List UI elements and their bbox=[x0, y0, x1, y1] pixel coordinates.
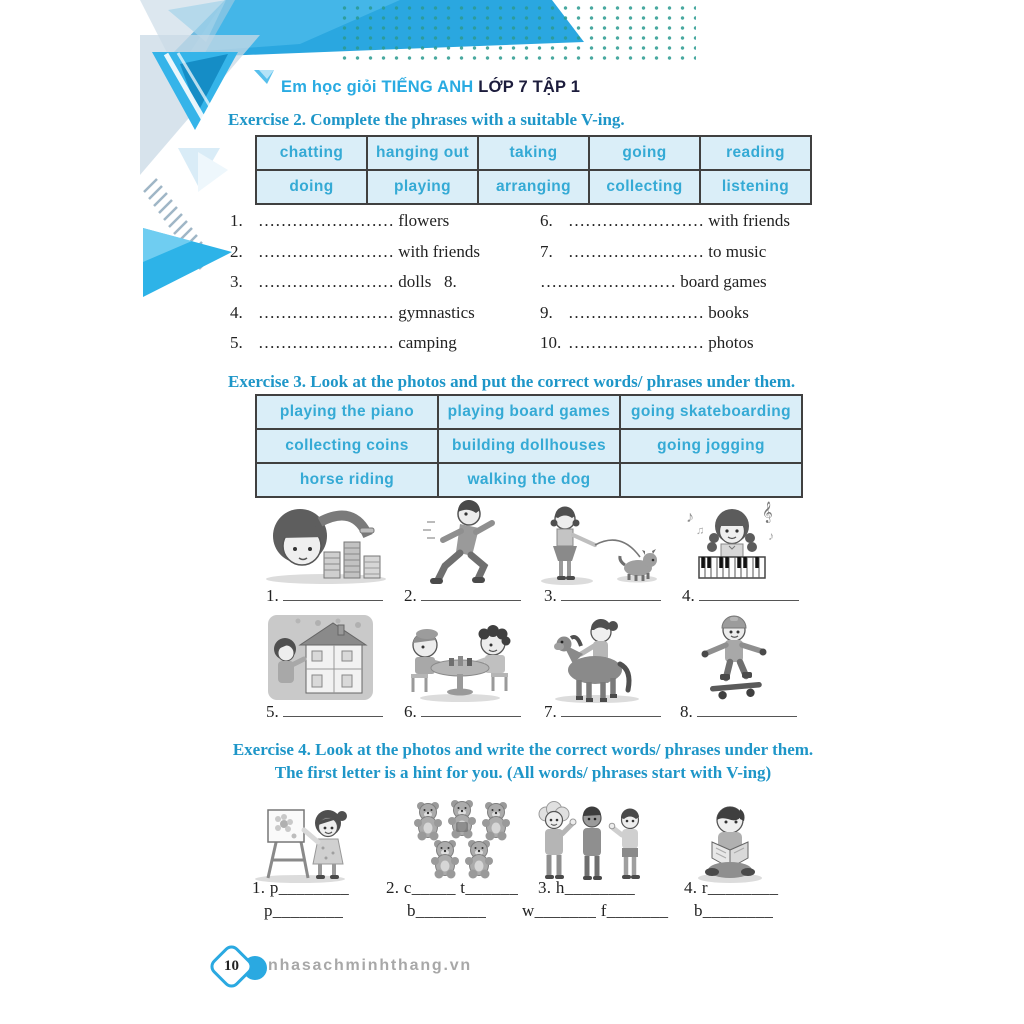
ex4-answer-2-line2: b________ bbox=[407, 901, 487, 920]
ex4-answer-2-line1: 2. c_____ t______ bbox=[386, 878, 519, 897]
list-item: 5. …………………… camping bbox=[230, 333, 457, 353]
exercise2-list-right bbox=[540, 206, 790, 359]
word-bank-cell: horse riding bbox=[256, 463, 438, 497]
word-bank-cell: collecting coins bbox=[256, 429, 438, 463]
ex4-answer-1-line2: p________ bbox=[264, 901, 344, 920]
word-bank-cell: going jogging bbox=[620, 429, 802, 463]
ex4-answer-3-line1: 3. h________ bbox=[538, 878, 636, 897]
photo-blank-5: 5. bbox=[266, 702, 383, 722]
list-item: 3. …………………… dolls 8. bbox=[230, 272, 457, 292]
photo-horse-riding bbox=[545, 612, 650, 704]
exercise3-word-bank bbox=[255, 394, 803, 498]
list-item: 2. …………………… with friends bbox=[230, 241, 480, 261]
word-bank-cell: chatting bbox=[256, 136, 367, 170]
photo-blank-3: 3. bbox=[544, 586, 661, 606]
list-item: …………………… board games bbox=[540, 272, 767, 292]
photo-blank-4: 4. bbox=[682, 586, 799, 606]
ex4-answer-4-line2: b________ bbox=[694, 901, 774, 920]
ex4-answer-3-line2: w_______ f_______ bbox=[522, 901, 669, 920]
word-bank-cell: walking the dog bbox=[438, 463, 620, 497]
photo-blank-2: 2. bbox=[404, 586, 521, 606]
word-bank-cell: taking bbox=[478, 136, 589, 170]
word-bank-cell: going skateboarding bbox=[620, 395, 802, 429]
svg-text:♪: ♪ bbox=[686, 509, 694, 526]
word-bank-cell: playing the piano bbox=[256, 395, 438, 429]
photo-jogging bbox=[415, 498, 510, 586]
ex4-answer-1-line1: 1. p________ bbox=[252, 878, 350, 897]
list-item: 1. …………………… flowers bbox=[230, 211, 450, 230]
word-bank-cell: collecting bbox=[589, 170, 700, 204]
photo-blank-8: 8. bbox=[680, 702, 797, 722]
word-bank-cell: listening bbox=[700, 170, 811, 204]
page-number-badge bbox=[207, 942, 256, 991]
book-title bbox=[281, 78, 580, 97]
list-item: 6. …………………… with friends bbox=[540, 211, 790, 230]
list-item: 10. …………………… photos bbox=[540, 333, 754, 353]
exercise3-title: Exercise 3. Look at the photos and put the correct words/ phrases under them. bbox=[228, 372, 796, 391]
photo-blank-7: 7. bbox=[544, 702, 661, 722]
exercise4-title-line1: Exercise 4. Look at the photos and write the correct words/ phrases under them. bbox=[232, 740, 814, 759]
word-bank-cell: doing bbox=[256, 170, 367, 204]
word-bank-cell: reading bbox=[700, 136, 811, 170]
left-margin-decoration bbox=[140, 0, 305, 300]
photo-skateboarding bbox=[692, 612, 777, 704]
word-bank-cell: arranging bbox=[478, 170, 589, 204]
ex4-answer-4-line1: 4. r________ bbox=[684, 878, 779, 897]
photo-teddy-bears bbox=[410, 800, 515, 882]
photo-playing-piano bbox=[682, 500, 782, 585]
word-bank-cell: hanging out bbox=[367, 136, 478, 170]
photo-reading-book bbox=[690, 800, 770, 885]
photo-blank-6: 6. bbox=[404, 702, 521, 722]
photo-collecting-coins bbox=[262, 500, 390, 585]
svg-text:♪: ♪ bbox=[768, 529, 774, 543]
photo-board-games bbox=[405, 618, 515, 703]
photo-dollhouse bbox=[268, 615, 373, 700]
page-number: 10 bbox=[224, 958, 239, 974]
word-bank-cell bbox=[620, 463, 802, 497]
dot-grid-decoration bbox=[338, 3, 696, 62]
word-bank-cell: building dollhouses bbox=[438, 429, 620, 463]
book-title-series: Em học giỏi TIẾNG ANH bbox=[281, 78, 474, 96]
list-item: 9. …………………… books bbox=[540, 302, 749, 322]
photo-blank-1: 1. bbox=[266, 586, 383, 606]
photo-three-friends bbox=[532, 798, 650, 883]
word-bank-cell: going bbox=[589, 136, 700, 170]
svg-text:𝄞: 𝄞 bbox=[762, 502, 773, 522]
exercise4-title-line2: The first letter is a hint for you. (All words/ phrases start with V-ing) bbox=[274, 763, 772, 782]
word-bank-cell: playing board games bbox=[438, 395, 620, 429]
list-item: 7. …………………… to music bbox=[540, 241, 767, 261]
photo-painting-easel bbox=[250, 798, 360, 883]
word-bank-cell: playing bbox=[367, 170, 478, 204]
website-url: nhasachminhthang.vn bbox=[268, 957, 472, 974]
photo-walking-the-dog bbox=[537, 505, 662, 585]
svg-text:♫: ♫ bbox=[696, 525, 705, 537]
book-title-grade: LỚP 7 TẬP 1 bbox=[478, 78, 581, 96]
list-item: 4. …………………… gymnastics bbox=[230, 302, 475, 322]
exercise2-word-bank bbox=[255, 135, 812, 205]
exercise2-title: Exercise 2. Complete the phrases with a suitable V-ing. bbox=[228, 110, 625, 129]
